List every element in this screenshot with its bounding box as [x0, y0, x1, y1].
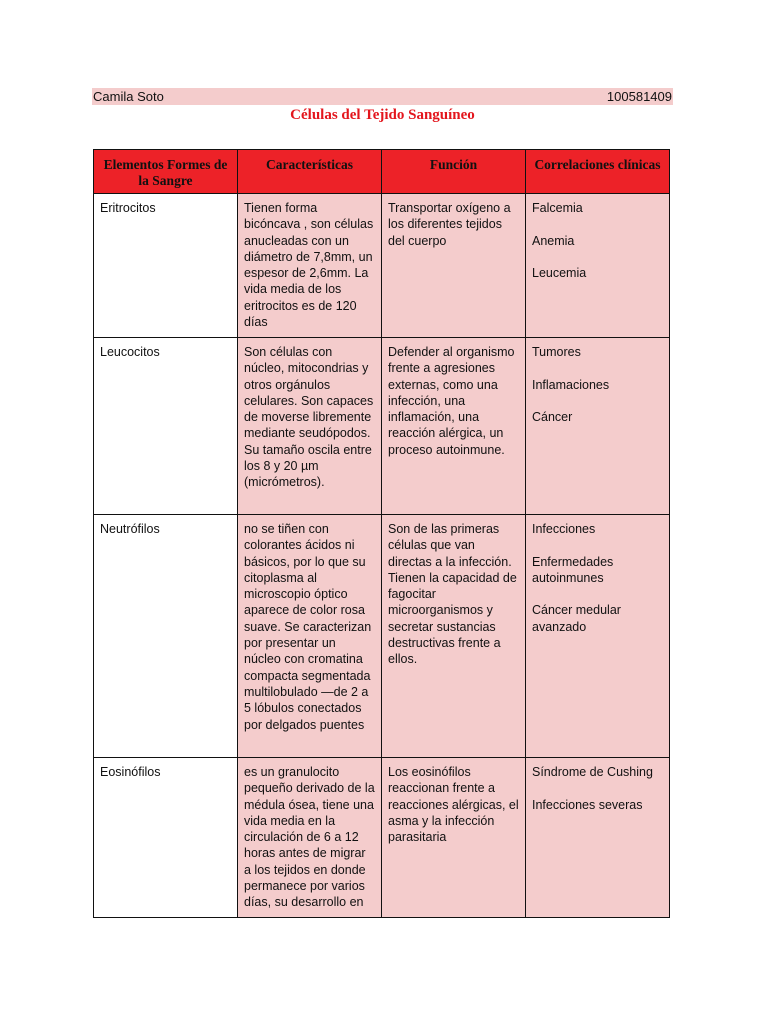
blood-cells-table — [93, 149, 670, 918]
correlation-item: Leucemia — [532, 266, 587, 281]
table-row — [94, 338, 670, 515]
cell-function: Los eosinófilos reaccionan frente a reacciones alérgicas, el asma y la infección parasitaria — [382, 758, 526, 918]
cell-element: Neutrófilos — [94, 515, 238, 758]
cell-characteristics: no se tiñen con colorantes ácidos ni básicos, por lo que su citoplasma al microscopio óptico aparece de color rosa suave. Se caracterizan por presentar un núcleo con cromatina compacta segmentada multilobulado —de 2 a 5 lóbulos conectados por delgados puentes — [238, 515, 382, 758]
correlation-item: Anemia — [532, 233, 575, 248]
correlation-item: Tumores — [532, 345, 581, 359]
cell-element: Leucocitos — [94, 338, 238, 515]
cell-correlations — [526, 338, 670, 515]
table-row — [94, 194, 670, 338]
table-row — [94, 758, 670, 918]
cell-characteristics: Tienen forma bicóncava , son células anucleadas con un diámetro de 7,8mm, un espesor de 2,6mm. La vida media de los eritrocitos es de 120 días — [238, 194, 382, 338]
table-row — [94, 515, 670, 758]
correlation-item: Síndrome de Cushing — [532, 765, 653, 779]
student-name: Camila Soto — [93, 89, 164, 104]
correlation-item: Cáncer — [532, 410, 573, 425]
header-funcion: Función — [382, 150, 526, 194]
cell-correlations — [526, 515, 670, 758]
correlation-item: Cáncer medular avanzado — [532, 603, 621, 634]
cell-element: Eritrocitos — [94, 194, 238, 338]
cell-characteristics: es un granulocito pequeño derivado de la médula ósea, tiene una vida media en la circulación de 6 a 12 horas antes de migrar a los tejidos en donde permanece por varios días, su desarrollo en — [238, 758, 382, 918]
cell-correlations — [526, 758, 670, 918]
table-header-row — [94, 150, 670, 194]
correlation-item: Infecciones severas — [532, 797, 643, 812]
header-caracteristicas: Características — [238, 150, 382, 194]
document-title: Células del Tejido Sanguíneo — [290, 107, 475, 123]
correlation-item: Enfermedades autoinmunes — [532, 554, 614, 585]
header-correlaciones: Correlaciones clínicas — [526, 150, 670, 194]
correlation-item: Inflamaciones — [532, 377, 610, 392]
cell-correlations — [526, 194, 670, 338]
correlation-item: Falcemia — [532, 201, 583, 215]
header-bar — [92, 88, 673, 105]
cell-function: Transportar oxígeno a los diferentes tejidos del cuerpo — [382, 194, 526, 338]
cell-characteristics: Son células con núcleo, mitocondrias y otros orgánulos celulares. Son capaces de moverse libremente mediante seudópodos. Su tamaño oscila entre los 8 y 20 µm (micrómetros). — [238, 338, 382, 515]
header-elementos: Elementos Formes de la Sangre — [94, 150, 238, 194]
correlation-item: Infecciones — [532, 522, 596, 536]
student-id: 100581409 — [606, 89, 672, 104]
cell-function: Son de las primeras células que van directas a la infección. Tienen la capacidad de fagocitar microorganismos y secretar sustancias destructivas frente a ellos. — [382, 515, 526, 758]
cell-element: Eosinófilos — [94, 758, 238, 918]
cell-function: Defender al organismo frente a agresiones externas, como una infección, una inflamación, una reacción alérgica, un proceso autoinmune. — [382, 338, 526, 515]
